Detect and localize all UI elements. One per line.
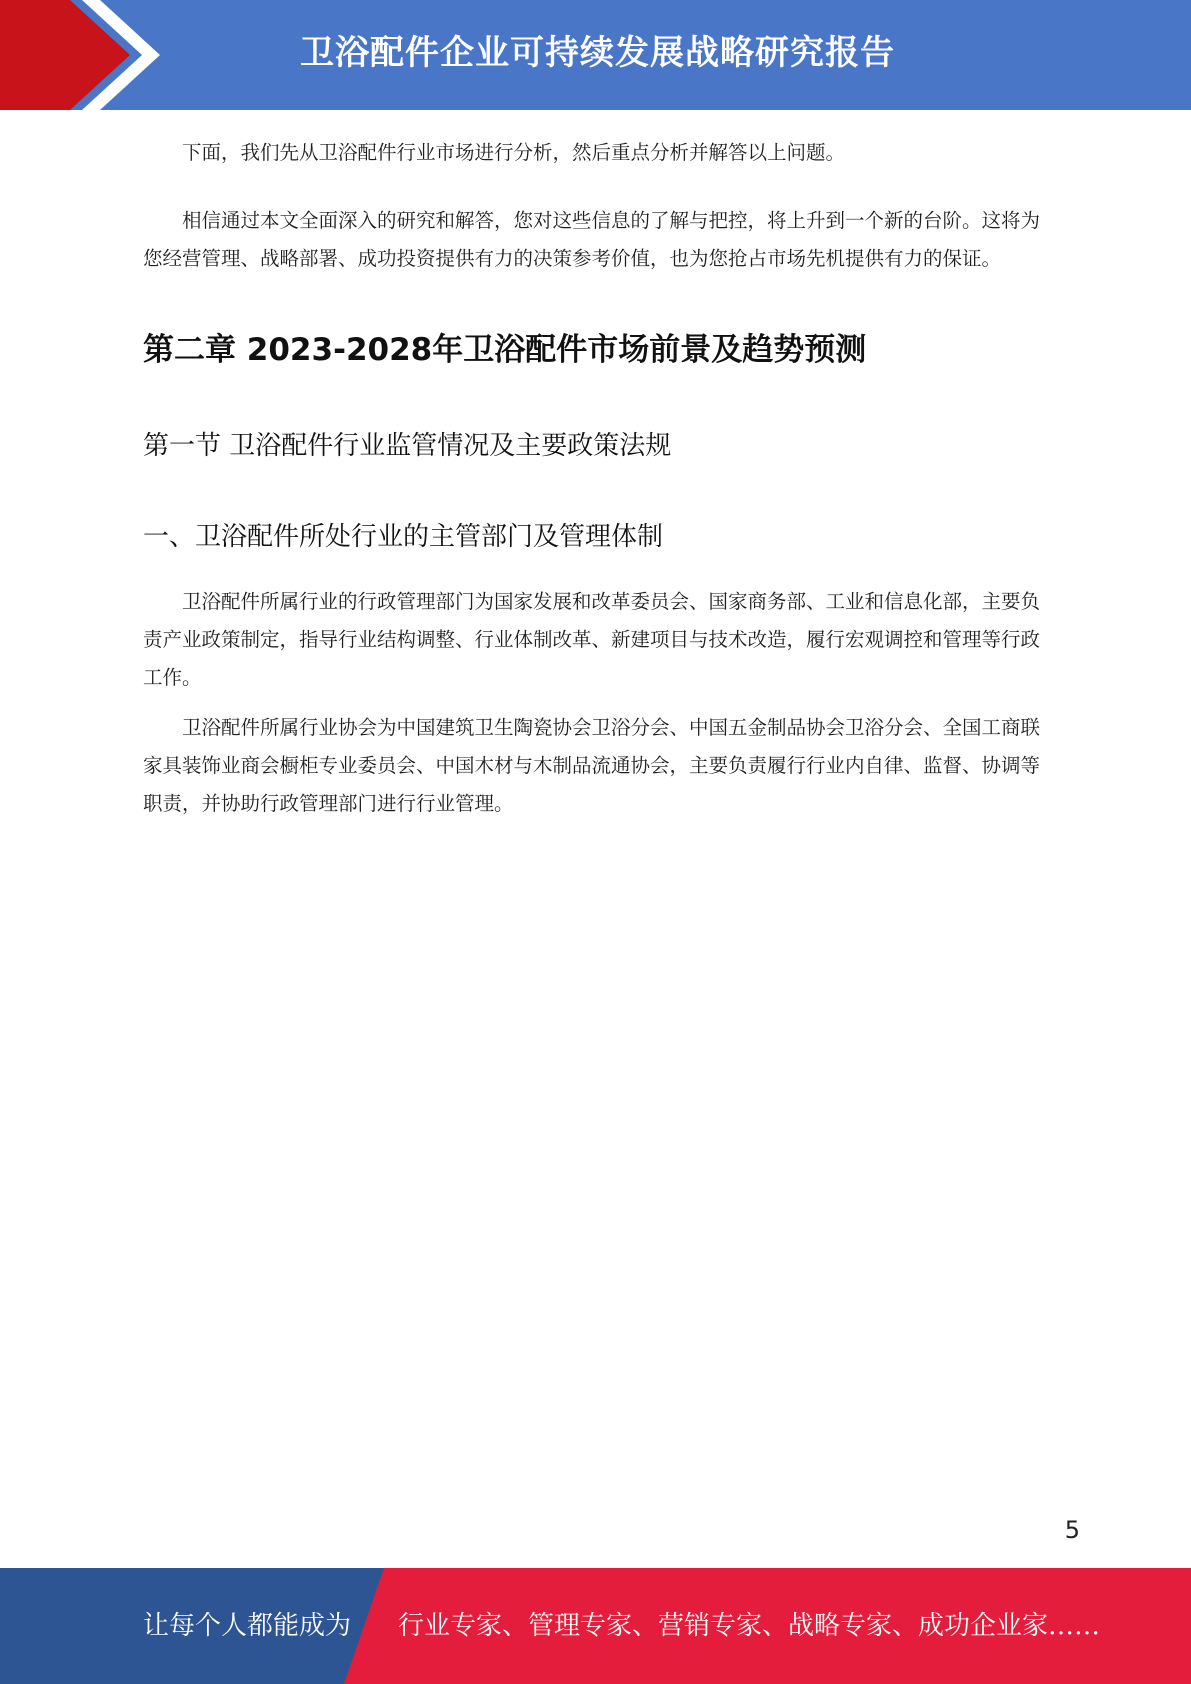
chapter-title: 第二章 2023-2028年卫浴配件市场前景及趋势预测	[143, 332, 867, 368]
page-content	[143, 134, 1046, 823]
report-title: 卫浴配件企业可持续发展战略研究报告	[300, 33, 895, 73]
paragraph-value: 相信通过本文全面深入的研究和解答，您对这些信息的了解与把控，将上升到一个新的台阶。这将为您经营管理、战略部署、成功投资提供有力的决策参考价值，也为您抢占市场先机提供有力的保证。	[143, 209, 1041, 270]
footer-slogan-left: 让每个人都能成为	[143, 1611, 352, 1641]
paragraph-admin: 卫浴配件所属行业的行政管理部门为国家发展和改革委员会、国家商务部、工业和信息化部，主要负责产业政策制定，指导行业结构调整、行业体制改革、新建项目与技术改造，履行宏观调控和管理等行政工作。	[143, 590, 1041, 689]
page-footer	[0, 1568, 1191, 1684]
footer-slogan-right: 行业专家、管理专家、营销专家、战略专家、成功企业家……	[398, 1611, 1101, 1641]
page-number: 5	[1064, 1516, 1080, 1544]
page-header	[0, 0, 1191, 110]
section-title: 第一节 卫浴配件行业监管情况及主要政策法规	[143, 431, 672, 461]
paragraph-association: 卫浴配件所属行业协会为中国建筑卫生陶瓷协会卫浴分会、中国五金制品协会卫浴分会、全国工商联家具装饰业商会橱柜专业委员会、中国木材与木制品流通协会，主要负责履行行业内自律、监督、协调等职责，并协助行政管理部门进行行业管理。	[143, 716, 1041, 815]
paragraph-intro: 下面，我们先从卫浴配件行业市场进行分析，然后重点分析并解答以上问题。	[182, 141, 846, 164]
subsection-title: 一、卫浴配件所处行业的主管部门及管理体制	[143, 522, 664, 552]
